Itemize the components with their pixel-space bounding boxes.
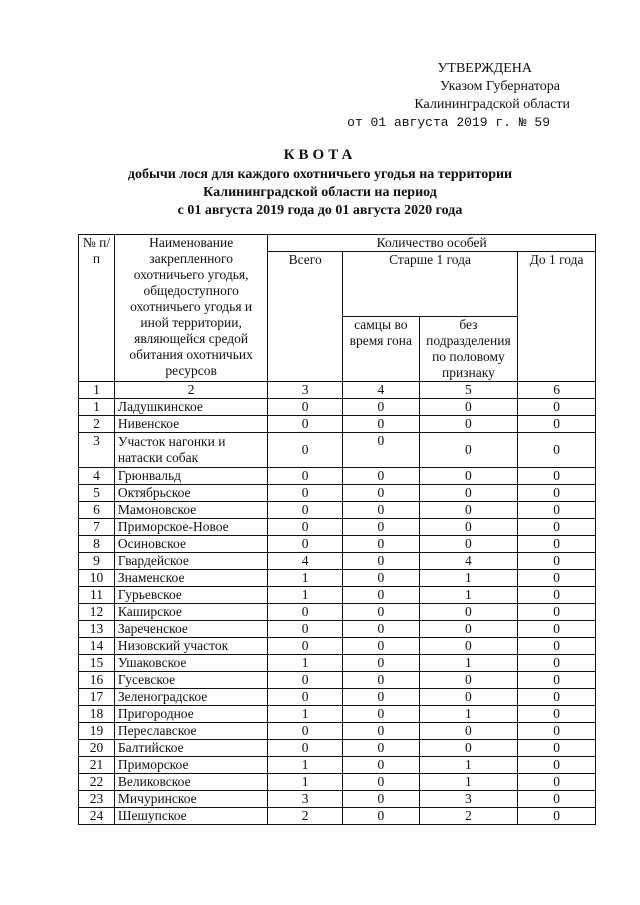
under1-count: 0 [518,638,596,655]
row-number: 2 [79,416,115,433]
total-count: 0 [268,672,343,689]
males-count: 0 [342,621,419,638]
total-count: 3 [268,791,343,808]
row-number: 9 [79,553,115,570]
hunting-ground-name: Переславское [114,723,267,740]
hunting-ground-name: Шешупское [114,808,267,825]
table-row [79,519,596,536]
under1-count: 0 [518,399,596,416]
undivided-count: 0 [419,740,518,757]
undivided-count: 0 [419,416,518,433]
row-number: 20 [79,740,115,757]
hunting-ground-name: Гвардейское [114,553,267,570]
hunting-ground-name: Низовский участок [114,638,267,655]
hunting-ground-name: Мичуринское [114,791,267,808]
undivided-count: 1 [419,706,518,723]
under1-count: 0 [518,519,596,536]
undivided-count: 2 [419,808,518,825]
hunting-ground-name: Нивенское [114,416,267,433]
total-count: 1 [268,655,343,672]
total-count: 0 [268,638,343,655]
males-count: 0 [342,553,419,570]
undivided-count: 0 [419,502,518,519]
total-count: 2 [268,808,343,825]
under1-count: 0 [518,433,596,468]
row-number: 18 [79,706,115,723]
table-row [79,757,596,774]
undivided-count: 1 [419,655,518,672]
table-row [79,638,596,655]
total-count: 0 [268,416,343,433]
hunting-ground-name: Осиновское [114,536,267,553]
undivided-count: 3 [419,791,518,808]
table-row [79,774,596,791]
under1-count: 0 [518,621,596,638]
table-row [79,723,596,740]
row-number: 16 [79,672,115,689]
header-older: Старше 1 года [342,252,517,317]
table-row [79,740,596,757]
index-cell: 4 [342,382,419,399]
title-heading: КВОТА [283,147,357,163]
males-count: 0 [342,740,419,757]
header-total: Всего [268,252,343,382]
hunting-ground-name: Пригородное [114,706,267,723]
row-number: 8 [79,536,115,553]
undivided-count: 0 [419,723,518,740]
under1-count: 0 [518,791,596,808]
undivided-count: 0 [419,468,518,485]
males-count: 0 [342,468,419,485]
males-count: 0 [342,485,419,502]
total-count: 0 [268,433,343,468]
total-count: 0 [268,621,343,638]
row-number: 14 [79,638,115,655]
table-row [79,604,596,621]
row-number: 1 [79,399,115,416]
header-males: самцы во время гона [342,317,419,382]
hunting-ground-name: Ушаковское [114,655,267,672]
undivided-count: 0 [419,536,518,553]
under1-count: 0 [518,689,596,706]
under1-count: 0 [518,706,596,723]
males-count: 0 [342,519,419,536]
table-row [79,502,596,519]
total-count: 0 [268,399,343,416]
hunting-ground-name: Гусевское [114,672,267,689]
table-row [79,808,596,825]
undivided-count: 1 [419,570,518,587]
undivided-count: 1 [419,774,518,791]
under1-count: 0 [518,774,596,791]
undivided-count: 1 [419,757,518,774]
approval-date-number: от 01 августа 2019 г. № 59 [347,115,550,130]
index-cell: 5 [419,382,518,399]
approval-decree: Указом Губернатора [439,79,560,94]
index-cell: 6 [518,382,596,399]
under1-count: 0 [518,740,596,757]
males-count: 0 [342,808,419,825]
under1-count: 0 [518,587,596,604]
undivided-count: 0 [419,604,518,621]
under1-count: 0 [518,655,596,672]
hunting-ground-name: Участок нагонки и натаски собак [114,433,267,468]
total-count: 1 [268,774,343,791]
undivided-count: 0 [419,672,518,689]
hunting-ground-name: Приморское [114,757,267,774]
table-row [79,485,596,502]
total-count: 0 [268,604,343,621]
row-number: 5 [79,485,115,502]
total-count: 0 [268,536,343,553]
row-number: 22 [79,774,115,791]
total-count: 0 [268,502,343,519]
table-row [79,791,596,808]
males-count: 0 [342,604,419,621]
under1-count: 0 [518,553,596,570]
undivided-count: 0 [419,399,518,416]
row-number: 3 [79,433,115,468]
undivided-count: 0 [419,485,518,502]
row-number: 12 [79,604,115,621]
undivided-count: 0 [419,433,518,468]
quota-table [78,234,596,825]
table-row [79,570,596,587]
males-count: 0 [342,757,419,774]
males-count: 0 [342,587,419,604]
males-count: 0 [342,774,419,791]
males-count: 0 [342,570,419,587]
index-row [79,382,596,399]
males-count: 0 [342,655,419,672]
under1-count: 0 [518,468,596,485]
table-row [79,706,596,723]
row-number: 13 [79,621,115,638]
table-row [79,553,596,570]
under1-count: 0 [518,808,596,825]
title-line-3: с 01 августа 2019 года до 01 августа 2020 года [177,203,463,218]
hunting-ground-name: Великовское [114,774,267,791]
under1-count: 0 [518,485,596,502]
table-row [79,689,596,706]
total-count: 1 [268,757,343,774]
title-line-2: Калининградской области на период [203,185,437,200]
approval-block [330,60,570,132]
row-number: 24 [79,808,115,825]
row-number: 10 [79,570,115,587]
header-count: Количество особей [268,235,596,252]
males-count: 0 [342,672,419,689]
hunting-ground-name: Балтийское [114,740,267,757]
hunting-ground-name: Грюнвальд [114,468,267,485]
undivided-count: 0 [419,519,518,536]
total-count: 0 [268,519,343,536]
row-number: 17 [79,689,115,706]
total-count: 0 [268,468,343,485]
header-under1: До 1 года [518,252,596,382]
row-number: 15 [79,655,115,672]
approval-region: Калининградской области [414,97,570,112]
under1-count: 0 [518,757,596,774]
males-count: 0 [342,723,419,740]
under1-count: 0 [518,502,596,519]
row-number: 19 [79,723,115,740]
total-count: 1 [268,570,343,587]
males-count: 0 [342,502,419,519]
undivided-count: 1 [419,587,518,604]
table-row [79,399,596,416]
males-count: 0 [342,399,419,416]
hunting-ground-name: Зеленоградское [114,689,267,706]
under1-count: 0 [518,723,596,740]
table-row [79,621,596,638]
undivided-count: 0 [419,638,518,655]
row-number: 11 [79,587,115,604]
approval-status: УТВЕРЖДЕНА [437,61,532,76]
row-number: 4 [79,468,115,485]
undivided-count: 4 [419,553,518,570]
table-row [79,536,596,553]
hunting-ground-name: Ладушкинское [114,399,267,416]
males-count: 0 [342,638,419,655]
hunting-ground-name: Гурьевское [114,587,267,604]
table-row [79,416,596,433]
table-row [79,433,596,468]
under1-count: 0 [518,604,596,621]
document-title [80,146,560,220]
males-count: 0 [342,706,419,723]
title-line-1: добычи лося для каждого охотничьего угодья на территории [127,167,513,182]
total-count: 0 [268,689,343,706]
row-number: 23 [79,791,115,808]
hunting-ground-name: Приморское-Новое [114,519,267,536]
total-count: 1 [268,706,343,723]
under1-count: 0 [518,536,596,553]
males-count: 0 [342,416,419,433]
undivided-count: 0 [419,621,518,638]
header-num: № п/п [79,235,115,382]
hunting-ground-name: Каширское [114,604,267,621]
table-row [79,672,596,689]
under1-count: 0 [518,570,596,587]
index-cell: 1 [79,382,115,399]
table-row [79,587,596,604]
hunting-ground-name: Зареченское [114,621,267,638]
header-undivided: без подразделения по половому признаку [419,317,518,382]
quota-table-body [79,399,596,825]
row-number: 6 [79,502,115,519]
total-count: 1 [268,587,343,604]
males-count: 0 [342,791,419,808]
total-count: 0 [268,740,343,757]
undivided-count: 0 [419,689,518,706]
males-count: 0 [342,689,419,706]
index-cell: 2 [114,382,267,399]
row-number: 21 [79,757,115,774]
males-count: 0 [342,433,419,468]
hunting-ground-name: Мамоновское [114,502,267,519]
hunting-ground-name: Знаменское [114,570,267,587]
total-count: 4 [268,553,343,570]
row-number: 7 [79,519,115,536]
under1-count: 0 [518,416,596,433]
total-count: 0 [268,485,343,502]
hunting-ground-name: Октябрьское [114,485,267,502]
table-row [79,655,596,672]
table-row [79,468,596,485]
index-cell: 3 [268,382,343,399]
total-count: 0 [268,723,343,740]
under1-count: 0 [518,672,596,689]
header-name: Наименование закрепленного охотничьего угодья, общедоступного охотничьего угодья и иной территории, являющейся средой обитания охотничьих ресурсов [114,235,267,382]
males-count: 0 [342,536,419,553]
